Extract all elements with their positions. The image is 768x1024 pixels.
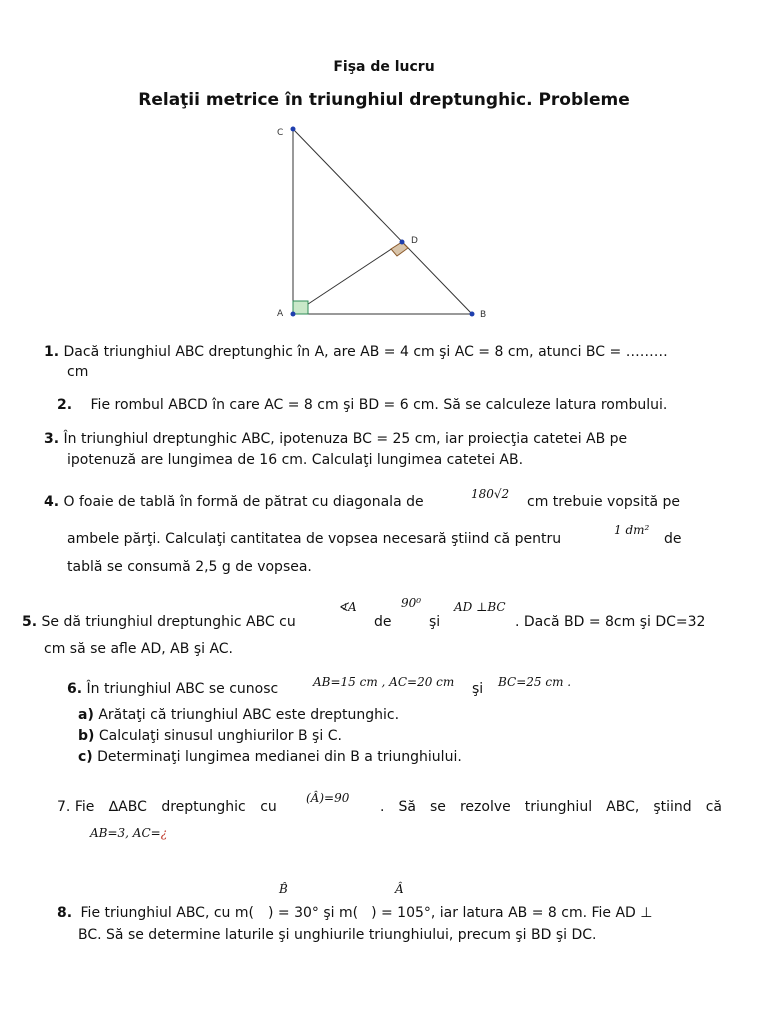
problem-6-item-b	[78, 726, 342, 747]
problem-4-line-2-end: de	[664, 531, 682, 547]
problem-text-c: ) = 105°, iar latura AB = 8 cm. Fie AD ⊥	[371, 905, 653, 921]
problem-text-a: Fie triunghiul ABC, cu m(	[80, 905, 254, 921]
problem-5-line-2: cm să se afle AD, AB şi AC.	[44, 641, 234, 657]
label-d: D	[411, 236, 418, 246]
label-c: C	[277, 128, 284, 138]
problem-text: Dacă triunghiul ABC dreptunghic în A, are AB = 4 cm şi AC = 8 cm, atunci BC = ………	[63, 344, 668, 360]
worksheet-title: Relaţii metrice în triunghiul dreptunghic. Probleme	[138, 90, 630, 110]
math-diagonal: 180√2	[471, 487, 510, 501]
point-d	[400, 240, 405, 245]
item-letter: a)	[78, 707, 94, 723]
problem-text: O foaie de tablă în formă de pătrat cu diagonala de	[63, 494, 424, 510]
problem-2	[57, 395, 667, 416]
item-text: Arătaţi că triunghiul ABC este dreptunghic.	[98, 707, 400, 723]
right-angle-d-marker	[391, 242, 408, 256]
problem-3	[44, 429, 627, 450]
problem-1	[44, 342, 668, 363]
math-angle-a: ∢A	[338, 600, 357, 614]
problem-number: 7.	[57, 799, 71, 815]
problem-4-text-b: cm trebuie vopsită pe	[527, 494, 680, 510]
problem-text: Fie ∆ABC dreptunghic cu	[74, 799, 277, 815]
math-angle-a-hat: Â	[395, 882, 404, 896]
problem-text: Fie rombul ABCD în care AC = 8 cm şi BD = 6 cm. Să se calculeze latura rombului.	[90, 397, 668, 413]
problem-number: 1.	[44, 344, 60, 360]
problem-3-line-2: ipotenuză are lungimea de 16 cm. Calculaţi lungimea catetei AB.	[67, 452, 524, 468]
problem-number: 2.	[57, 397, 73, 413]
problem-number: 4.	[44, 494, 60, 510]
problem-text: Se dă triunghiul dreptunghic ABC cu	[41, 614, 296, 630]
problem-4-line-3: tablă se consumă 2,5 g de vopsea.	[67, 559, 312, 575]
problem-6	[67, 679, 278, 700]
problem-4	[44, 492, 424, 513]
label-a: A	[277, 309, 284, 319]
math-angle-b-hat: B̂	[279, 882, 288, 896]
problem-8	[57, 903, 652, 924]
item-letter: b)	[78, 728, 95, 744]
math-90-degrees: 90⁰	[401, 596, 422, 610]
math-broken-glyph: ¿	[160, 826, 168, 840]
side-bc	[293, 129, 472, 314]
problem-7	[57, 797, 277, 818]
problem-number: 6.	[67, 681, 83, 697]
problem-6-text-b: şi	[472, 681, 484, 697]
problem-4-line-2: ambele părţi. Calculaţi cantitatea de vopsea necesară ştiind că pentru	[67, 531, 562, 547]
problem-text: În triunghiul ABC se cunosc	[86, 681, 279, 697]
item-text: Determinaţi lungimea medianei din B a triunghiului.	[97, 749, 462, 765]
problem-1-line-2: cm	[67, 364, 89, 380]
problem-number: 3.	[44, 431, 60, 447]
math-ad-perp-bc: AD ⊥BC	[454, 600, 506, 614]
problem-5-text-c: şi	[429, 614, 441, 630]
math-area-unit: 1 dm²	[614, 523, 650, 537]
point-a	[291, 312, 296, 317]
triangle-figure	[260, 120, 500, 325]
problem-6-item-c	[78, 747, 462, 768]
problem-8-line-2: BC. Să se determine laturile şi unghiurile triunghiului, precum şi BD şi DC.	[78, 927, 597, 943]
problem-7-text-b: . Să se rezolve triunghiul ABC, ştiind că	[380, 799, 722, 815]
problem-number: 5.	[22, 614, 38, 630]
math-bc: BC=25 cm .	[498, 675, 572, 689]
point-c	[291, 127, 296, 132]
problem-text: În triunghiul dreptunghic ABC, ipotenuza BC = 25 cm, iar proiecţia catetei AB pe	[63, 431, 628, 447]
math-ab-ac-text: AB=3, AC=	[90, 826, 161, 840]
problem-5-text-d: . Dacă BD = 8cm şi DC=32	[515, 614, 706, 630]
problem-6-item-a	[78, 705, 399, 726]
problem-5-text-b: de	[374, 614, 392, 630]
point-b	[470, 312, 475, 317]
item-letter: c)	[78, 749, 93, 765]
problem-text-b: ) = 30° şi m(	[267, 905, 359, 921]
problem-5	[22, 612, 296, 633]
altitude-ad	[293, 242, 402, 314]
problem-number: 8.	[57, 905, 73, 921]
math-ab-ac-values	[90, 826, 167, 840]
label-b: B	[480, 310, 487, 320]
item-text: Calculaţi sinusul unghiurilor B şi C.	[98, 728, 342, 744]
worksheet-subtitle: Fişa de lucru	[333, 59, 435, 75]
right-angle-a-marker	[293, 301, 308, 314]
math-angle-a-90: (Â)=90	[306, 791, 350, 805]
math-ab-ac: AB=15 cm , AC=20 cm	[313, 675, 455, 689]
